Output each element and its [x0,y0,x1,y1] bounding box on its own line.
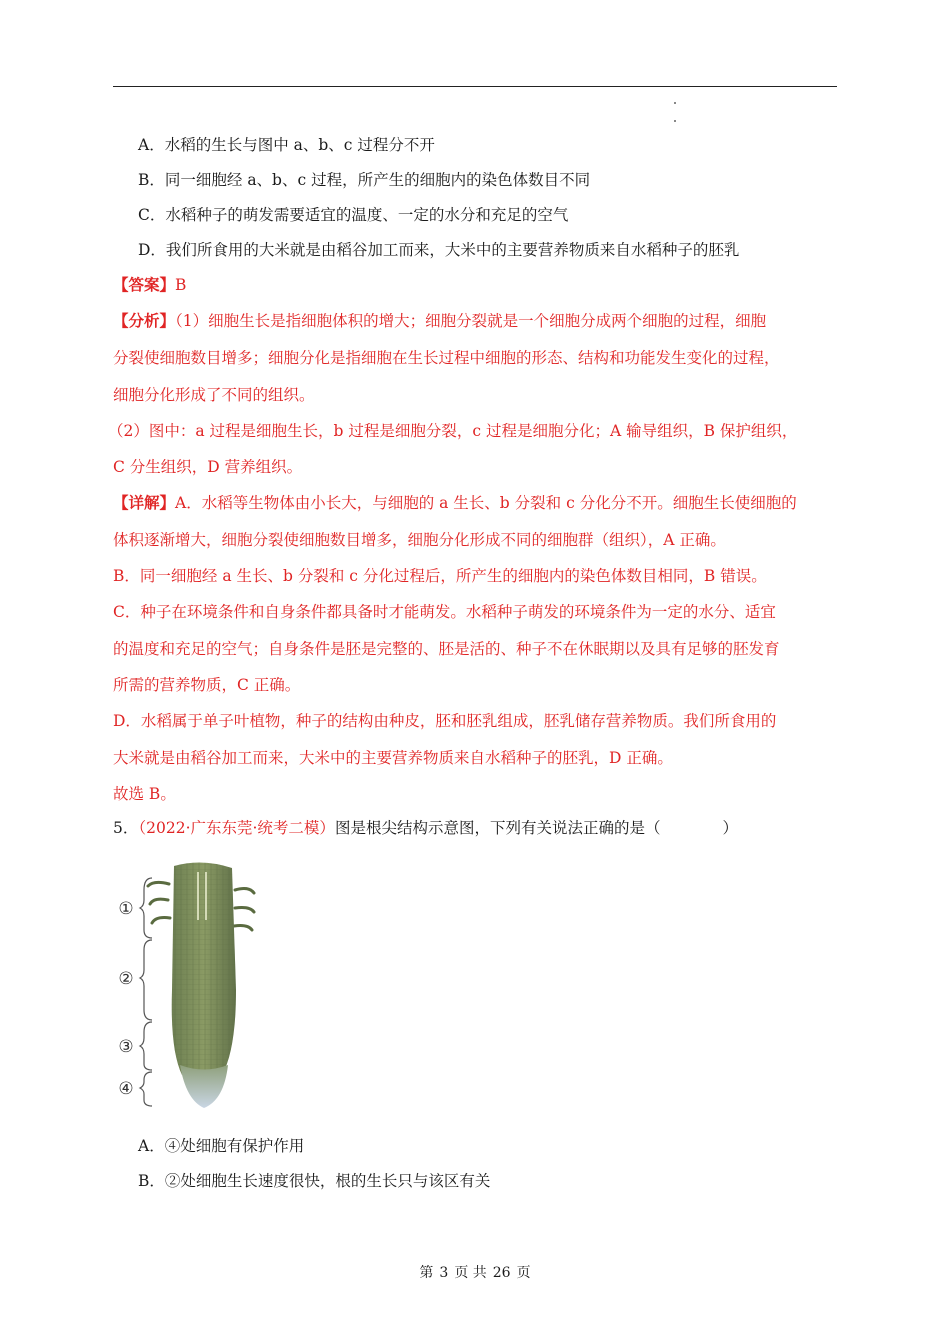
detail-line-2: 体积逐渐增大，细胞分裂使细胞数目增多，细胞分化形成不同的细胞群（组织），A 正确。 [113,531,726,549]
analysis-text: （1）细胞生长是指细胞体积的增大；细胞分裂就是一个细胞分成两个细胞的过程，细胞 [175,312,767,330]
analysis-line-4: （2）图中：a 过程是细胞生长，b 过程是细胞分裂，c 过程是细胞分化；A 输导组织，B 保护组织， [108,422,798,440]
region-brackets [140,878,152,1106]
footer-pre: 第 [419,1265,434,1281]
label-zone-3: ③ [118,1037,134,1057]
page-footer [0,1262,950,1282]
q4-option-b: B．同一细胞经 a、b、c 过程，所产生的细胞内的染色体数目不同 [138,171,591,189]
detail-line-8: 大米就是由稻谷加工而来，大米中的主要营养物质来自水稻种子的胚乳，D 正确。 [113,749,673,767]
q4-option-c: C．水稻种子的萌发需要适宜的温度、一定的水分和充足的空气 [138,206,569,224]
detail-line-4: C．种子在环境条件和自身条件都具备时才能萌发。水稻种子萌发的环境条件为一定的水分、适宜 [113,603,776,621]
analysis-tag: 【分析】 [113,311,176,330]
analysis-line-3: 细胞分化形成了不同的组织。 [113,386,315,404]
q5-stem-text: 图是根尖结构示意图，下列有关说法正确的是（ ） [334,819,738,837]
detail-line-1 [113,493,797,513]
region-labels [118,899,133,1099]
root-cap [180,1065,228,1108]
label-zone-2: ② [118,969,134,989]
q5-number: 5． [113,819,139,837]
analysis-line-2: 分裂使细胞数目增多；细胞分化是指细胞在生长过程中细胞的形态、结构和功能发生变化的过程， [113,349,780,367]
label-zone-4: ④ [118,1079,134,1099]
analysis-line-5: C 分生组织，D 营养组织。 [113,458,303,476]
root-tip-figure [112,860,282,1116]
detail-line-6: 所需的营养物质，C 正确。 [113,676,301,694]
answer-tag: 【答案】 [113,275,176,294]
q5-source: （2022·广东东莞·统考二模） [138,819,335,837]
detail-line-7: D．水稻属于单子叶植物，种子的结构由种皮，胚和胚乳组成，胚乳储存营养物质。我们所食用的 [113,712,777,730]
detail-tag: 【详解】 [113,493,176,512]
scan-mark [674,120,676,122]
footer-post: 页 [516,1265,531,1281]
analysis-line-1 [113,311,766,331]
answer-line [113,275,186,295]
q4-option-d: D．我们所食用的大米就是由稻谷加工而来，大米中的主要营养物质来自水稻种子的胚乳 [138,241,740,259]
footer-mid: 页 共 [454,1265,487,1281]
header-rule [113,86,837,87]
footer-total: 26 [492,1265,511,1281]
answer-value: B [175,276,187,294]
conclusion-line: 故选 B。 [113,785,176,803]
detail-line-5: 的温度和充足的空气；自身条件是胚是完整的、胚是活的、种子不在休眠期以及具有足够的胚发育 [113,640,780,658]
detail-line-3: B．同一细胞经 a 生长、b 分裂和 c 分化过程后，所产生的细胞内的染色体数目相同，B 错误。 [113,567,767,585]
q4-option-a: A．水稻的生长与图中 a、b、c 过程分不开 [138,136,435,154]
root-tip-svg [112,860,282,1116]
q5-option-b: B．②处细胞生长速度很快，根的生长只与该区有关 [138,1172,491,1190]
label-zone-1: ① [118,899,134,919]
footer-page: 3 [439,1265,449,1281]
detail-text: A．水稻等生物体由小长大，与细胞的 a 生长、b 分裂和 c 分化分不开。细胞生长使细胞的 [175,494,797,512]
q5-option-a: A．④处细胞有保护作用 [138,1137,305,1155]
scan-mark [674,102,676,104]
q5-stem [113,818,738,838]
